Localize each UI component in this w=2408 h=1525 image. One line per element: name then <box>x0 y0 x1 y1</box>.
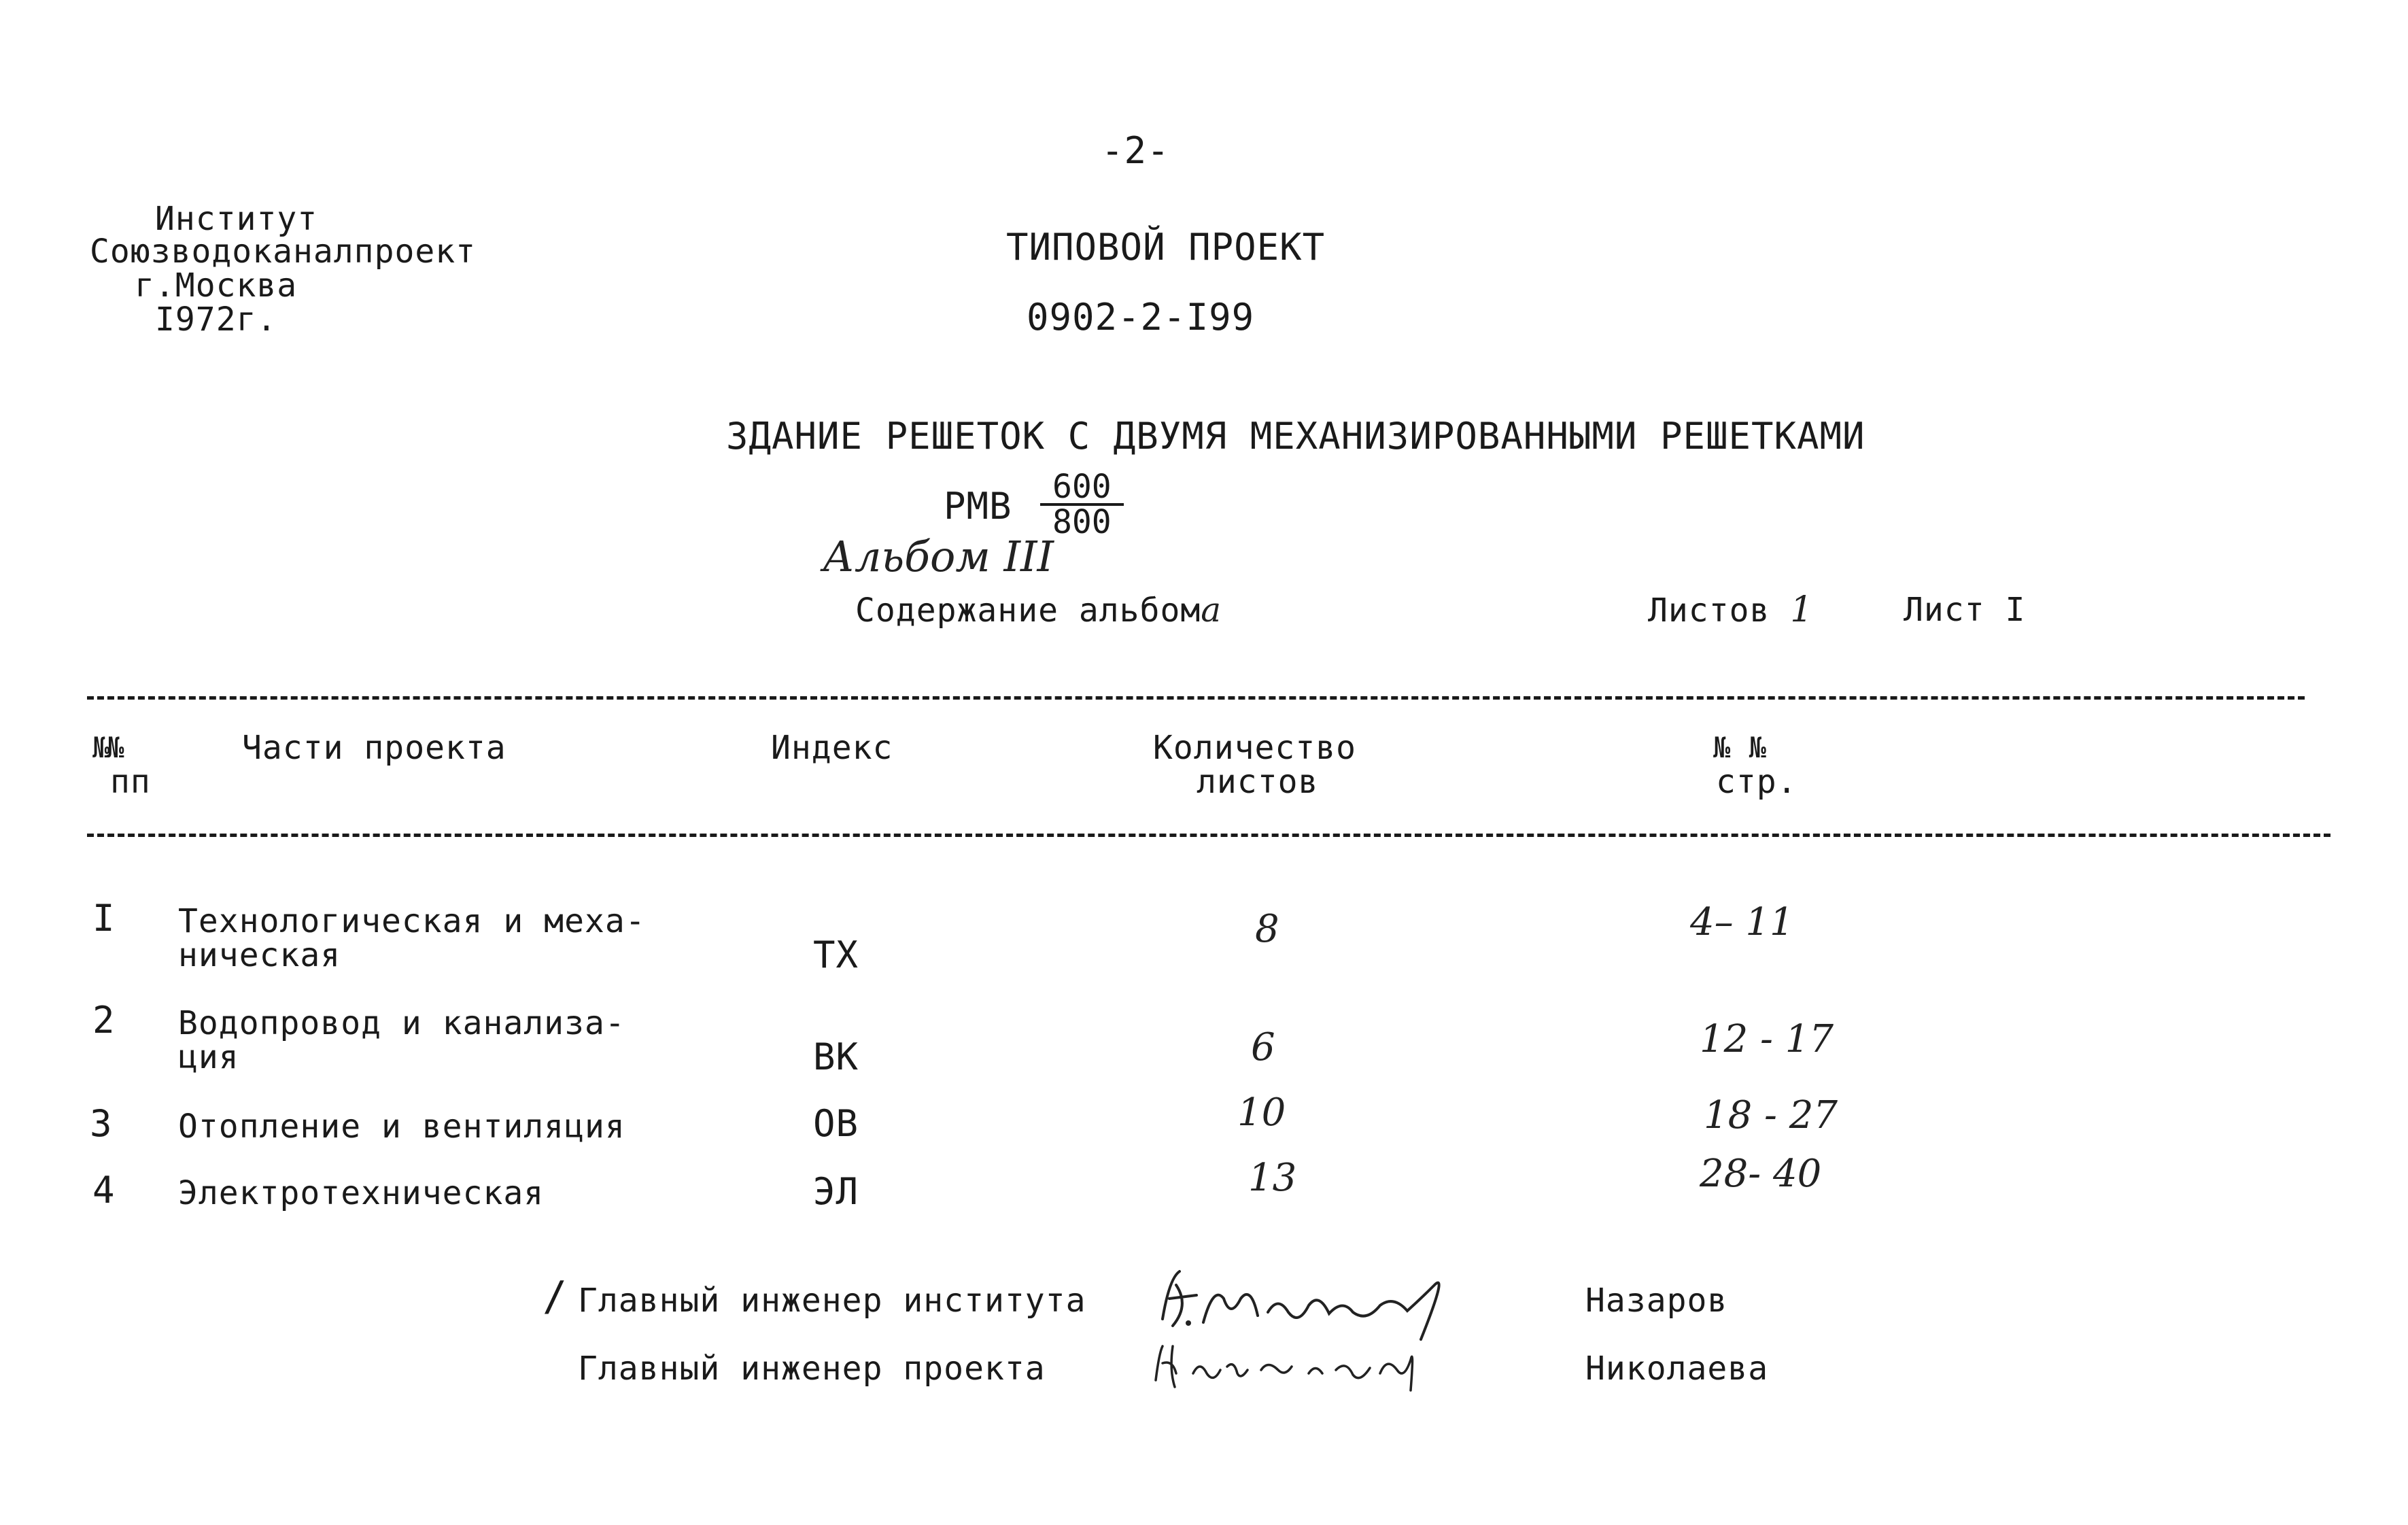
header-part: Части проекта <box>242 729 506 767</box>
row-2-part-line2: ция <box>178 1038 239 1076</box>
row-4-part-line1: Электротехническая <box>178 1174 545 1212</box>
header-num-line1: №№ <box>92 731 122 764</box>
sheet-number: Лист I <box>1904 591 2026 629</box>
row-2-num: 2 <box>92 999 116 1042</box>
institute-year: I972г. <box>155 301 277 339</box>
project-number: 0902-2-I99 <box>1027 296 1255 339</box>
row-3-count: 10 <box>1237 1091 1286 1135</box>
sheets-value: 1 <box>1790 589 1814 630</box>
row-4-num: 4 <box>92 1169 116 1212</box>
project-label: ТИПОВОЙ ПРОЕКТ <box>1006 226 1326 269</box>
row-1-pages: 4– 11 <box>1690 900 1794 944</box>
row-1-num: I <box>92 897 116 940</box>
table-header-rule <box>87 834 2330 837</box>
header-pages-line1: № № <box>1713 731 1767 764</box>
header-count-line2: листов <box>1197 763 1319 801</box>
row-4-count: 13 <box>1248 1156 1297 1200</box>
row-2-pages: 12 - 17 <box>1700 1017 1834 1061</box>
signature-mark-slash: / <box>543 1273 568 1320</box>
sheets-count <box>1648 589 1814 630</box>
grate-fraction <box>1040 468 1124 541</box>
album-contents-title <box>855 592 1222 629</box>
row-1-count: 8 <box>1255 907 1279 951</box>
row-3-part-line1: Отопление и вентиляция <box>178 1108 625 1146</box>
row-4-index: ЭЛ <box>813 1170 859 1213</box>
signature-2-role: Главный инженер проекта <box>578 1350 1046 1388</box>
sheets-label: Листов <box>1648 592 1770 630</box>
header-num-line2: пп <box>110 763 151 801</box>
row-4-pages: 28- 40 <box>1700 1152 1822 1196</box>
grate-numerator: 600 <box>1040 470 1124 506</box>
grate-denominator: 800 <box>1052 503 1112 541</box>
album-contents-handwritten: а <box>1201 590 1222 630</box>
grate-prefix: РМВ <box>944 485 1012 528</box>
row-2-part-line1: Водопровод и канализа- <box>178 1004 625 1042</box>
table-top-rule <box>87 696 2305 700</box>
institute-name-line2: Союзводоканалпроект <box>90 233 477 271</box>
signature-2-name: Николаева <box>1585 1350 1769 1388</box>
row-2-count: 6 <box>1251 1025 1275 1069</box>
row-3-index: ОВ <box>813 1102 859 1145</box>
signature-2-handwriting <box>1142 1333 1455 1394</box>
row-3-pages: 18 - 27 <box>1704 1093 1838 1137</box>
header-count-line1: Количество <box>1153 729 1356 767</box>
institute-city: г.Москва <box>135 267 298 305</box>
document-title: ЗДАНИЕ РЕШЕТОК С ДВУМЯ МЕХАНИЗИРОВАННЫМИ РЕШЕТКАМИ <box>726 415 1865 458</box>
album-handwritten-label: Альбом III <box>823 532 1054 581</box>
row-1-part-line1: Технологическая и меха- <box>178 902 646 940</box>
row-1-part-line2: ническая <box>178 936 341 974</box>
header-pages-line2: стр. <box>1716 763 1798 801</box>
page-number: -2- <box>1101 129 1170 172</box>
row-3-num: 3 <box>90 1102 113 1145</box>
row-2-index: ВК <box>813 1035 859 1078</box>
signature-1-name: Назаров <box>1585 1282 1728 1320</box>
album-contents-printed: Содержание альбом <box>855 592 1201 630</box>
institute-name-line1: Институт <box>155 200 318 238</box>
header-index: Индекс <box>771 729 893 767</box>
row-1-index: ТХ <box>813 933 859 976</box>
signature-1-role: Главный инженер института <box>578 1282 1086 1320</box>
